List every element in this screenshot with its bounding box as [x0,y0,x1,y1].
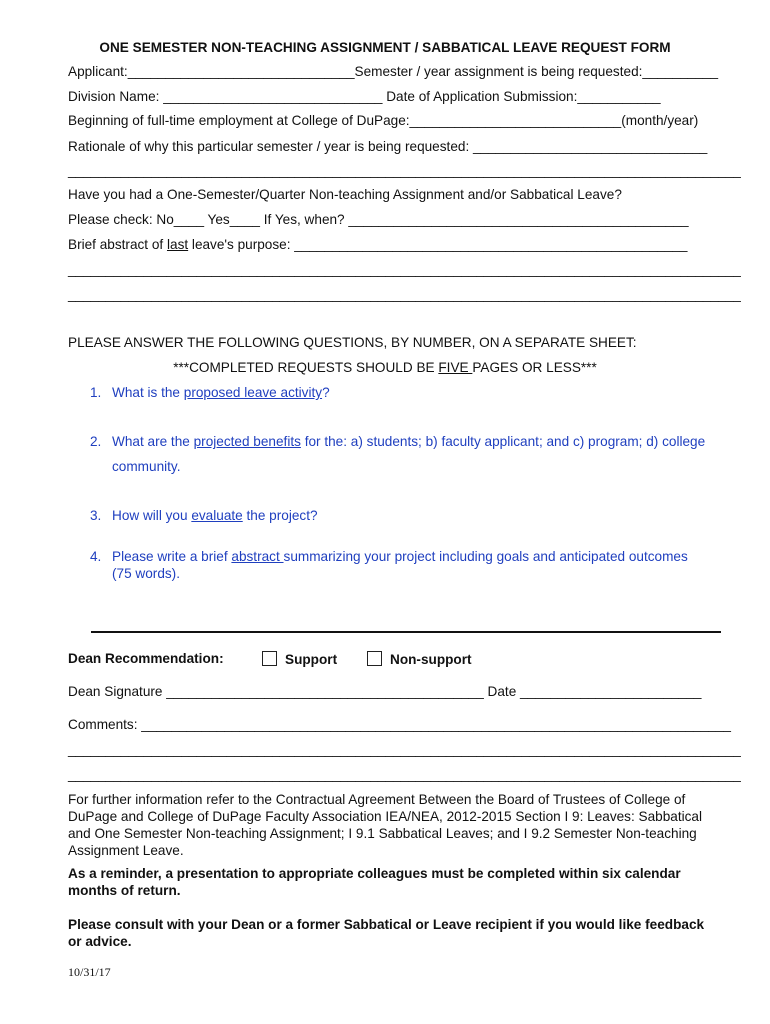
info-line-4: Assignment Leave. [68,843,184,858]
support-option[interactable] [262,651,337,667]
applicant-label: Applicant: [68,64,128,79]
question-2-continued: community. [112,459,181,474]
subheading-pre: ***COMPLETED REQUESTS SHOULD BE [173,360,439,375]
instructions-heading: PLEASE ANSWER THE FOLLOWING QUESTIONS, BY NUMBER, ON A SEPARATE SHEET: [68,335,637,350]
question-number: 4. [90,549,102,564]
date-application-label: Date of Application Submission:___________ [386,89,661,104]
info-line-1: For further information refer to the Contractual Agreement Between the Board of Trustees of College of [68,792,686,807]
question-4 [90,549,688,564]
consult-line-2: or advice. [68,934,132,949]
question-link[interactable]: proposed leave activity [183,385,323,400]
question-link[interactable]: abstract [231,549,284,564]
question-link[interactable]: evaluate [191,508,243,523]
question-4-continued: (75 words). [112,566,180,581]
reminder-line-2: months of return. [68,883,181,898]
question-number: 3. [90,508,102,523]
question-number: 1. [90,385,102,400]
abstract-field[interactable]: leave's purpose: ____________________________________________________ [188,237,688,252]
info-line-2: DuPage and College of DuPage Faculty Association IEA/NEA, 2012-2015 Section I 9: Leaves: Sabbatical [68,809,703,824]
subheading-post: PAGES OR LESS*** [472,360,597,375]
division-label: Division Name: [68,89,160,104]
question-text: ? [322,385,330,400]
support-checkbox[interactable] [262,651,277,666]
comments-row[interactable]: Comments: ______________________________________________________________________________ [68,717,731,732]
nonsupport-label: Non-support [390,652,472,667]
applicant-row [68,64,718,79]
abstract-row [68,237,687,252]
dean-signature-row[interactable]: Dean Signature __________________________________________ Date ________________________ [68,684,702,699]
question-text: What are the [112,434,194,449]
reminder-line-1: As a reminder, a presentation to appropriate colleagues must be completed within six calendar [68,866,681,881]
division-field[interactable]: _____________________________ [163,89,383,104]
employment-start-row: Beginning of full-time employment at College of DuPage:____________________________(month/year) [68,113,699,128]
question-text: the project? [242,508,318,523]
question-3 [90,508,318,523]
instructions-subheading [0,360,770,375]
question-2 [90,434,705,449]
abstract-label: Brief abstract of [68,237,167,252]
question-text: Please write a brief [112,549,232,564]
question-1 [90,385,330,400]
nonsupport-option[interactable] [367,651,472,667]
abstract-line-2[interactable]: _________________________________________________________________________________________ [68,287,741,302]
question-text: summarizing your project including goals and anticipated outcomes [283,549,688,564]
consult-line-1: Please consult with your Dean or a former Sabbatical or Leave recipient if you would like feedback [68,917,705,932]
dean-recommendation-label: Dean Recommendation: [68,651,224,666]
semester-label: Semester / year assignment is being requested:__________ [354,64,719,79]
comments-line-1[interactable]: _________________________________________________________________________________________ [68,742,741,757]
question-text: for the: a) students; b) faculty applicant; and c) program; d) college [300,434,706,449]
previous-leave-question: Have you had a One-Semester/Quarter Non-teaching Assignment and/or Sabbatical Leave? [68,187,622,202]
question-link[interactable]: projected benefits [193,434,301,449]
subheading-five: FIVE [438,360,473,375]
division-row [68,89,661,104]
support-label: Support [285,652,338,667]
abstract-line-1[interactable]: _________________________________________________________________________________________ [68,262,741,277]
question-text: What is the [112,385,184,400]
applicant-field[interactable]: ______________________________ [127,64,355,79]
please-check-row: Please check: No____ Yes____ If Yes, when? _____________________________________________ [68,212,689,227]
question-text: How will you [112,508,192,523]
question-number: 2. [90,434,102,449]
section-divider [91,631,721,633]
form-title: ONE SEMESTER NON-TEACHING ASSIGNMENT / SABBATICAL LEAVE REQUEST FORM [99,40,671,55]
rationale-line[interactable]: _________________________________________________________________________________________ [68,163,741,178]
nonsupport-checkbox[interactable] [367,651,382,666]
abstract-last-word: last [166,237,189,252]
revision-date: 10/31/17 [68,965,111,979]
rationale-row: Rationale of why this particular semester / year is being requested: _______________________________ [68,139,708,154]
comments-line-2[interactable]: _________________________________________________________________________________________ [68,767,741,782]
info-line-3: and One Semester Non-teaching Assignment; I 9.1 Sabbatical Leaves; and I 9.2 Semester Non-teaching [68,826,697,841]
